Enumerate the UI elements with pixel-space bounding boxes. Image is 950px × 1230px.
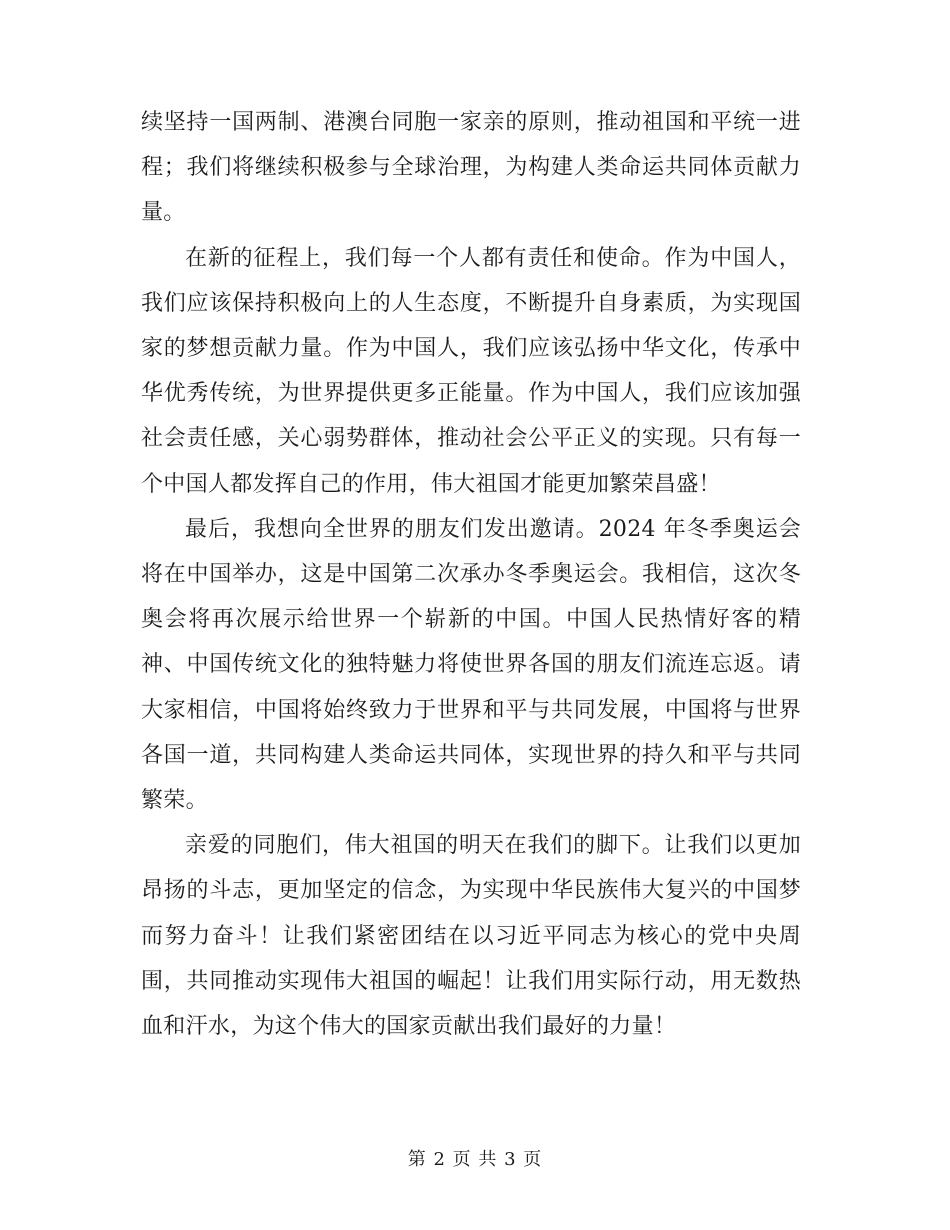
paragraph-2: 在新的征程上，我们每一个人都有责任和使命。作为中国人，我们应该保持积极向上的人生态度，不断提升自身素质，为实现国家的梦想贡献力量。作为中国人，我们应该弘扬中华文化，传承中华优秀传统，为世界提供更多正能量。作为中国人，我们应该加强社会责任感，关心弱势群体，推动社会公平正义的实现。只有每一个中国人都发挥自己的作用，伟大祖国才能更加繁荣昌盛！ [141,245,801,497]
paragraph-3: 最后，我想向全世界的朋友们发出邀请。2024 年冬季奥运会将在中国举办，这是中国第二次承办冬季奥运会。我相信，这次冬奥会将再次展示给世界一个崭新的中国。中国人民热情好客的精神、中国传统文化的独特魅力将使世界各国的朋友们流连忘返。请大家相信，中国将始终致力于世界和平与共同发展，中国将与世界各国一道，共同构建人类命运共同体，实现世界的持久和平与共同繁荣。 [141,516,801,814]
document-body [141,100,801,1049]
paragraph-1: 续坚持一国两制、港澳台同胞一家亲的原则，推动祖国和平统一进程；我们将继续积极参与全球治理，为构建人类命运共同体贡献力量。 [141,110,801,226]
paragraph-4: 亲爱的同胞们，伟大祖国的明天在我们的脚下。让我们以更加昂扬的斗志，更加坚定的信念，为实现中华民族伟大复兴的中国梦而努力奋斗！让我们紧密团结在以习近平同志为核心的党中央周围，共同推动实现伟大祖国的崛起！让我们用实际行动，用无数热血和汗水，为这个伟大的国家贡献出我们最好的力量！ [141,833,801,1040]
page-number-footer: 第 2 页 共 3 页 [407,1149,543,1170]
